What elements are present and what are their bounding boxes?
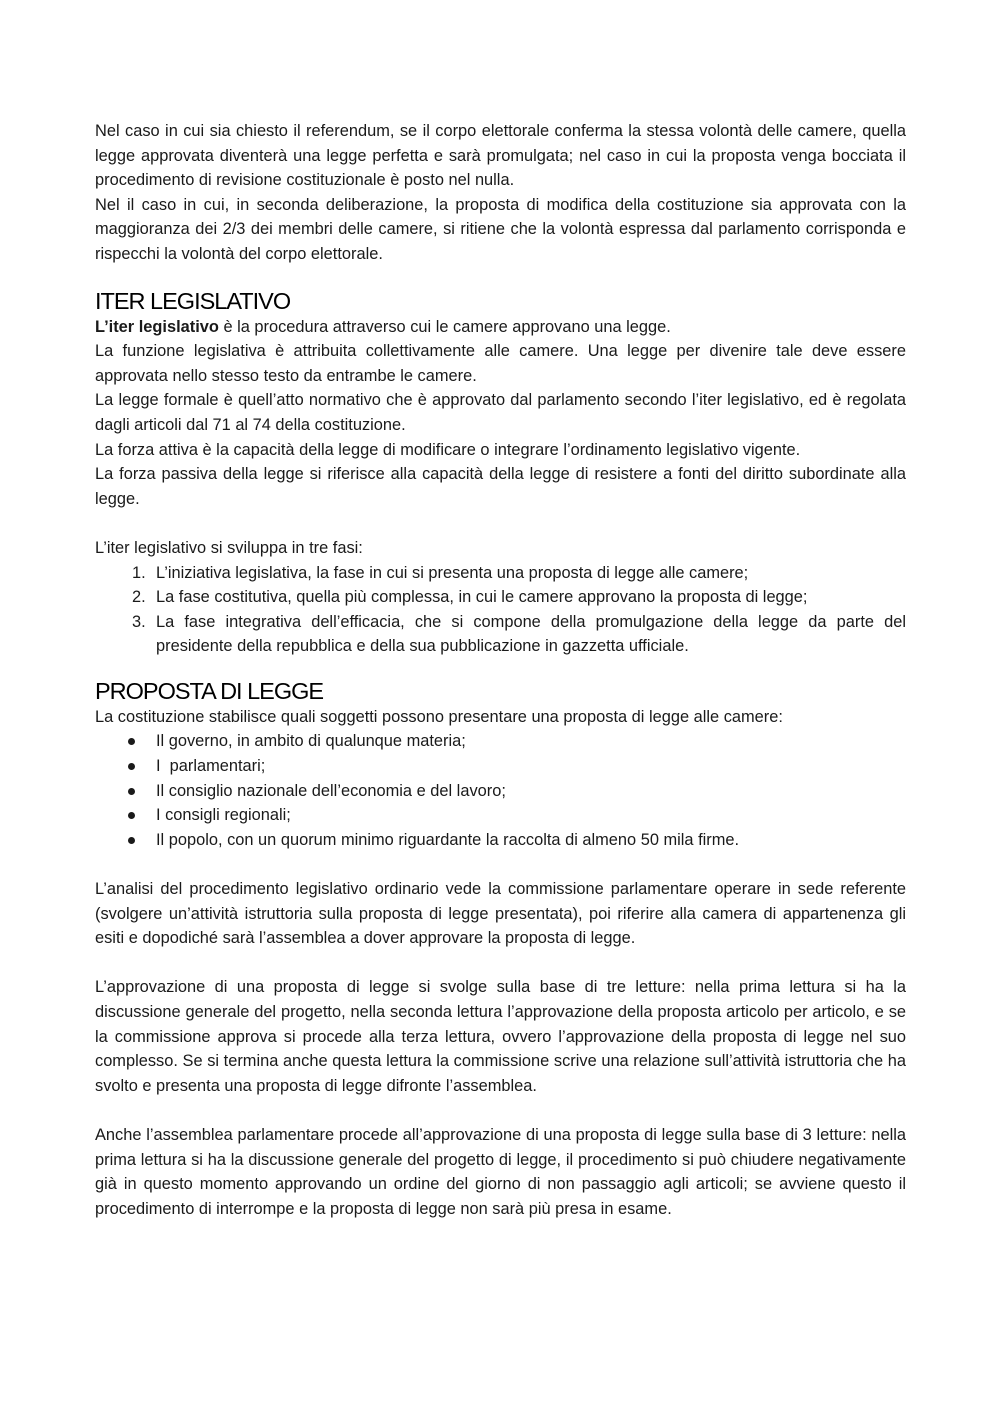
soggetti-list [95, 729, 906, 852]
iter-definition-text: è la procedura attraverso cui le camere approvano una legge. [218, 317, 671, 336]
document-body [95, 119, 906, 1221]
list-number: 2. [132, 588, 146, 607]
intro-paragraph-2: Nel il caso in cui, in seconda deliberazione, la proposta di modifica della costituzione sia approvata con la maggioranza dei 2/3 dei membri delle camere, si ritiene che la volontà espressa dal parlamento corrisponda e rispecchi la volontà del corpo elettorale. [95, 195, 906, 263]
bullet-item-text: Il governo, in ambito di qualunque materia; [156, 732, 466, 751]
proposta-paragraph-2: L’approvazione di una proposta di legge si svolge sulla base di tre letture: nella prima lettura si ha la discussione generale del progetto, nella seconda lettura l’approvazione della proposta articolo per articolo, e se la commissione approva si procede alla terza lettura, ovvero l’approvazione della proposta di legge nel suo complesso. Se si termina anche questa lettura la commissione scrive una relazione sull’attività istruttoria che ha svolto e presenta una proposta di legge difronte l’assemblea. [95, 978, 906, 1095]
list-item [95, 585, 906, 610]
list-item-text: L’iniziativa legislativa, la fase in cui si presenta una proposta di legge alle camere; [156, 563, 749, 582]
bullet-item [95, 754, 906, 779]
spacer [95, 511, 906, 536]
bullet-item [95, 729, 906, 754]
spacer [95, 951, 906, 976]
spacer [95, 852, 906, 877]
bullet-icon [128, 812, 135, 819]
proposta-paragraph-3: Anche l’assemblea parlamentare procede all’approvazione di una proposta di legge sulla base di 3 letture: nella prima lettura si ha la discussione generale del progetto di legge, il procedimento si può chiudere negativamente già in questo momento approvando un ordine del giorno di non passaggio agli articoli; se avviene questo il procedimento di interrompe e la proposta di legge non sarà più presa in esame. [95, 1125, 906, 1218]
proposta-paragraph-1: L’analisi del procedimento legislativo ordinario vede la commissione parlamentare operare in sede referente (svolgere un’attività istruttoria sulla proposta di legge presentata), poi riferire alla camera di appartenenza gli esiti e dopodiché sarà l’assemblea a dover approvare la proposta di legge. [95, 880, 906, 948]
iter-definition-term: L’iter legislativo [95, 317, 219, 336]
spacer [95, 1098, 906, 1123]
bullet-icon [128, 837, 135, 844]
list-number: 1. [132, 563, 146, 582]
list-item-text: La fase costitutiva, quella più complessa, in cui le camere approvano la proposta di legge; [156, 588, 808, 607]
phases-intro: L’iter legislativo si sviluppa in tre fasi: [95, 538, 363, 557]
iter-paragraph-4: La forza passiva della legge si riferisce alla capacità della legge di resistere a fonti del diritto subordinate alla legge. [95, 465, 906, 508]
bullet-item [95, 779, 906, 804]
bullet-item [95, 803, 906, 828]
bullet-icon [128, 763, 135, 770]
bullet-item-text: Il consiglio nazionale dell’economia e del lavoro; [156, 781, 506, 800]
bullet-item [95, 828, 906, 853]
intro-paragraph-1: Nel caso in cui sia chiesto il referendum, se il corpo elettorale conferma la stessa volontà delle camere, quella legge approvata diventerà una legge perfetta e sarà promulgata; nel caso in cui la proposta venga bocciata il procedimento di revisione costituzionale è posto nel nulla. [95, 122, 906, 190]
iter-paragraph-2: La legge formale è quell’atto normativo che è approvato dal parlamento secondo l’iter legislativo, ed è regolata dagli articoli dal 71 al 74 della costituzione. [95, 391, 906, 434]
phases-list [95, 561, 906, 659]
heading-proposta-di-legge: PROPOSTA DI LEGGE [95, 677, 324, 704]
bullet-item-text: I consigli regionali; [156, 806, 291, 825]
bullet-item-text: Il popolo, con un quorum minimo riguardante la raccolta di almeno 50 mila firme. [156, 830, 740, 849]
proposta-intro: La costituzione stabilisce quali soggetti possono presentare una proposta di legge alle camere: [95, 707, 783, 726]
iter-definition [95, 315, 906, 340]
list-item-text: La fase integrativa dell’efficacia, che si compone della promulgazione della legge da parte del presidente della repubblica e della sua pubblicazione in gazzetta ufficiale. [156, 612, 906, 656]
iter-paragraph-1: La funzione legislativa è attribuita collettivamente alle camere. Una legge per divenire tale deve essere approvata nello stesso testo da entrambe le camere. [95, 342, 906, 385]
list-item [95, 610, 906, 659]
bullet-item-text: I parlamentari; [156, 757, 266, 776]
list-number: 3. [132, 612, 146, 631]
heading-iter-legislativo: ITER LEGISLATIVO [95, 287, 291, 314]
list-item [95, 561, 906, 586]
bullet-icon [128, 788, 135, 795]
iter-paragraph-3: La forza attiva è la capacità della legge di modificare o integrare l’ordinamento legislativo vigente. [95, 440, 801, 459]
bullet-icon [128, 738, 135, 745]
